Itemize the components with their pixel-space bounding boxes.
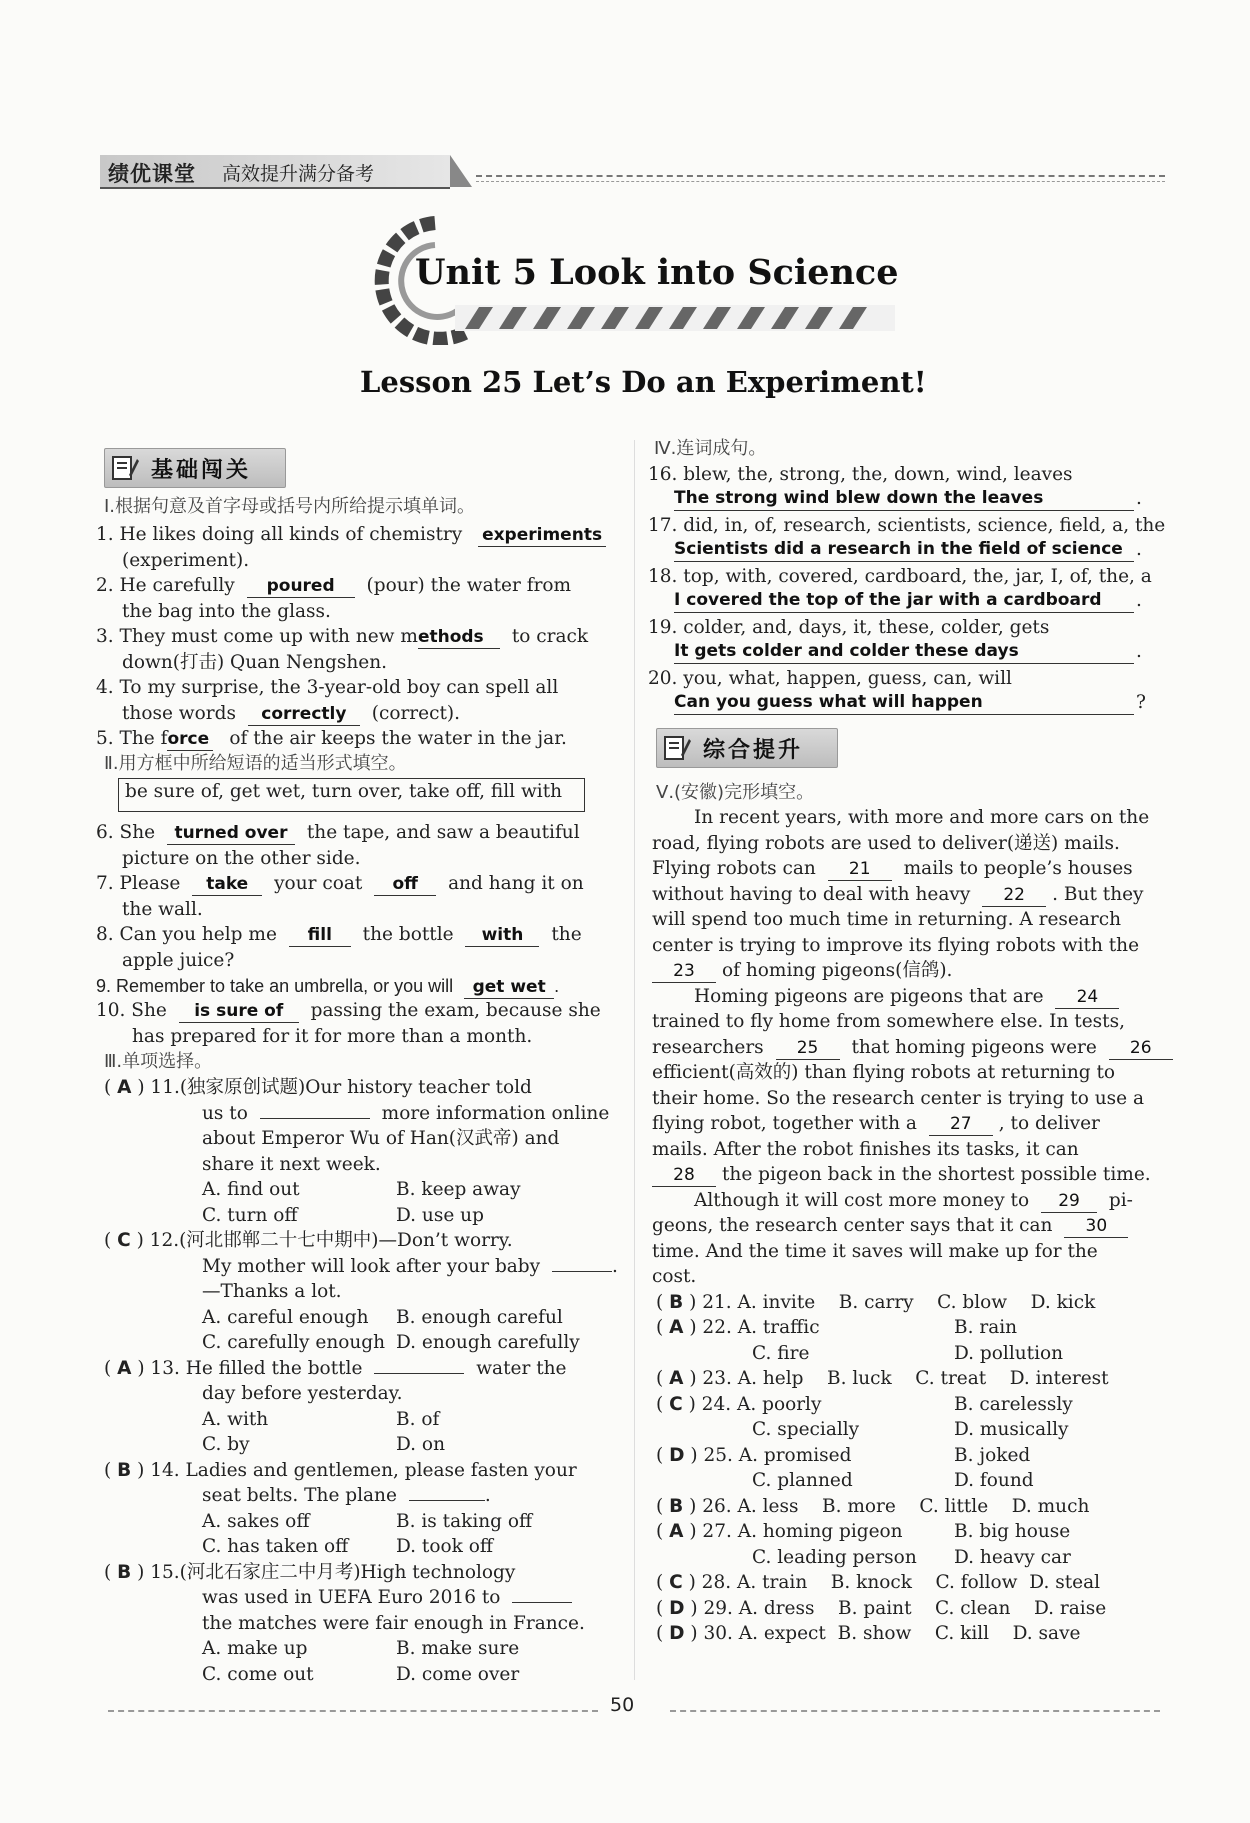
q5-line [96, 726, 567, 752]
q8-text: 8. Can you help me [96, 924, 277, 945]
q1-answer: experiments [478, 524, 606, 547]
q21-choice: B [669, 1292, 684, 1313]
q12-option-a: A. careful enough [202, 1307, 369, 1328]
q12-line-c: —Thanks a lot. [202, 1281, 342, 1302]
cloze-line-18: time. And the time it saves will make up for the [652, 1241, 1098, 1262]
unit-title: Unit 5 Look into Science [415, 252, 899, 293]
q23-choice: A [669, 1368, 684, 1389]
q12-option-c: C. carefully enough [202, 1332, 386, 1353]
q8-continued: apple juice? [122, 950, 235, 971]
q3-continued: down(打击) Quan Nengshen. [122, 652, 387, 673]
q7-answer-1: take [192, 873, 262, 896]
q6-continued: picture on the other side. [122, 848, 361, 869]
q13-text-b: water the [476, 1358, 567, 1379]
blank-23: 23 [652, 960, 716, 983]
cloze-q28: ( C ) 28. A. train B. knock C. follow D. steal [656, 1572, 1101, 1593]
q12-line-b [202, 1254, 618, 1280]
q2-continued: the bag into the glass. [122, 601, 331, 622]
q22-choice: A [669, 1317, 684, 1338]
q24-option-d: D. musically [954, 1419, 1069, 1440]
cloze-text: . But they [1052, 884, 1144, 905]
blank-28: 28 [652, 1164, 716, 1187]
q14-blank [409, 1500, 485, 1501]
q15-choice: B [117, 1562, 132, 1583]
cloze-text: researchers [652, 1037, 764, 1058]
q14-option-d: D. took off [396, 1536, 494, 1557]
q11-line-d: share it next week. [202, 1154, 381, 1175]
cloze-line-5: will spend too much time in returning. A research [652, 909, 1121, 930]
q10-answer: is sure of [179, 1000, 299, 1023]
q13-option-b: B. of [396, 1409, 440, 1430]
q6-answer: turned over [167, 822, 295, 845]
cloze-text: , to deliver [998, 1113, 1100, 1134]
q10-continued: has prepared for it for more than a month. [132, 1026, 533, 1047]
q17-words: 17. did, in, of, research, scientists, science, field, a, the [648, 515, 1166, 536]
q2-answer: poured [247, 575, 355, 598]
q7-text-b: your coat [274, 873, 363, 894]
q15-option-a: A. make up [202, 1638, 308, 1659]
q2-text: 2. He carefully [96, 575, 235, 596]
q20-answer: Can you guess what will happen [674, 690, 1134, 715]
blank-25: 25 [776, 1037, 840, 1060]
cloze-q25: ( D ) 25. A. promised [656, 1445, 852, 1466]
q24-choice: C [669, 1394, 683, 1415]
q3-text-b: to crack [511, 626, 589, 647]
q25-option-d: D. found [954, 1470, 1034, 1491]
q11-text: 11.(独家原创试题)Our history teacher told [150, 1077, 532, 1098]
q29-choice: D [669, 1598, 685, 1619]
blank-22: 22 [982, 884, 1046, 907]
header-rule [476, 175, 1165, 177]
cloze-q27: ( A ) 27. A. homing pigeon [656, 1521, 903, 1542]
q13-option-d: D. on [396, 1434, 445, 1455]
header-subtitle: 高效提升满分备考 [222, 163, 375, 185]
q11-option-d: D. use up [396, 1205, 484, 1226]
q25-choice: D [669, 1445, 685, 1466]
q23-options: 23. A. help B. luck C. treat D. interest [702, 1368, 1109, 1389]
blank-29: 29 [1041, 1190, 1097, 1213]
cloze-text: Flying robots can [652, 858, 816, 879]
q18-answer: I covered the top of the jar with a cardboard [674, 588, 1134, 613]
badge-basic [104, 448, 286, 488]
q13-blank [374, 1373, 464, 1374]
q5-text-b: of the air keeps the water in the jar. [229, 728, 567, 749]
cloze-text: geons, the research center says that it can [652, 1215, 1053, 1236]
badge-basic-label: 基础闯关 [151, 458, 252, 483]
blank-21: 21 [828, 858, 892, 881]
cloze-line-13 [652, 1111, 1100, 1137]
q14-line: ( B ) 14. Ladies and gentlemen, please fasten your [104, 1460, 577, 1481]
q9-answer: get wet [464, 976, 554, 999]
q27-option-a: 27. A. homing pigeon [702, 1521, 903, 1542]
q13-option-a: A. with [202, 1409, 269, 1430]
q15-option-d: D. come over [396, 1664, 520, 1685]
q8-answer-1: fill [289, 924, 351, 947]
blank-24: 24 [1055, 986, 1119, 1009]
q13-line-b: day before yesterday. [202, 1383, 403, 1404]
q12-line: ( C ) 12.(河北邯郸二十七中期中)—Don’t worry. [104, 1230, 513, 1251]
q7-line [96, 871, 584, 897]
header-band [100, 155, 450, 189]
q13-choice: A [117, 1358, 132, 1379]
q26-options: 26. A. less B. more C. little D. much [702, 1496, 1090, 1517]
q8-text-b: the bottle [362, 924, 454, 945]
cloze-line-14: mails. After the robot finishes its tasks, it can [652, 1139, 1079, 1160]
q19-answer: It gets colder and colder these days [674, 639, 1134, 664]
q11-choice: A [117, 1077, 132, 1098]
q15-line-b [202, 1585, 572, 1611]
cloze-line-7 [652, 958, 952, 984]
q14-option-c: C. has taken off [202, 1536, 349, 1557]
q2-text-b: (pour) the water from [366, 575, 572, 596]
q13-option-c: C. by [202, 1434, 250, 1455]
q19-words: 19. colder, and, days, it, these, colder, gets [648, 617, 1050, 638]
q24-option-c: C. specially [752, 1419, 860, 1440]
q9-period: . [554, 976, 560, 996]
q29-options: 29. A. dress B. paint C. clean D. raise [703, 1598, 1107, 1619]
cloze-line-19: cost. [652, 1266, 697, 1287]
phrase-list: be sure of, get wet, turn over, take off, fill with [125, 781, 563, 802]
cloze-text: mails to people’s houses [903, 858, 1133, 879]
q27-option-d: D. heavy car [954, 1547, 1071, 1568]
q9-text: 9. Remember to take an umbrella, or you will [96, 976, 454, 996]
q7-text: 7. Please [96, 873, 181, 894]
cloze-text: pi- [1108, 1190, 1133, 1211]
q14-choice: B [117, 1460, 132, 1481]
q19-period: . [1136, 641, 1142, 662]
cloze-line-2: road, flying robots are used to deliver(递送) mails. [652, 833, 1120, 854]
cloze-line-9: trained to fly home from somewhere else. In tests, [652, 1011, 1125, 1032]
q18-words: 18. top, with, covered, cardboard, the, jar, I, of, the, a [648, 566, 1152, 587]
blank-30: 30 [1064, 1215, 1128, 1238]
cloze-line-6: center is trying to improve its flying robots with the [652, 935, 1140, 956]
q1-hint: (experiment). [122, 550, 250, 571]
q15-blank [512, 1602, 572, 1603]
q17-answer: Scientists did a research in the field of science [674, 537, 1134, 562]
cloze-text: that homing pigeons were [851, 1037, 1097, 1058]
header-brand: 绩优课堂 [108, 162, 196, 186]
q15-text: 15.(河北石家庄二中月考)High technology [150, 1562, 516, 1583]
q14-text: 14. Ladies and gentlemen, please fasten your [150, 1460, 577, 1481]
cloze-q26: ( B ) 26. A. less B. more C. little D. much [656, 1496, 1090, 1517]
q14-line-b [202, 1483, 491, 1509]
q4-answer: correctly [248, 703, 360, 726]
q16-period: . [1136, 488, 1142, 509]
q5-text: 5. The f [96, 728, 168, 749]
cloze-text: without having to deal with heavy [652, 884, 971, 905]
q22-option-b: B. rain [954, 1317, 1018, 1338]
cloze-line-11: efficient(高效的) than flying robots at returning to [652, 1062, 1116, 1083]
cloze-text: Homing pigeons are pigeons that are [694, 986, 1044, 1007]
blank-26: 26 [1109, 1037, 1173, 1060]
section-2-title: Ⅱ.用方框中所给短语的适当形式填空。 [104, 753, 407, 774]
footer-rule-right [670, 1710, 1160, 1712]
q22-option-c: C. fire [752, 1343, 810, 1364]
q25-option-b: B. joked [954, 1445, 1031, 1466]
q27-choice: A [669, 1521, 684, 1542]
q11-line-b [202, 1101, 609, 1127]
q6-text: 6. She [96, 822, 156, 843]
section-3-title: Ⅲ.单项选择。 [104, 1051, 213, 1072]
q8-answer-2: with [465, 924, 539, 947]
q14-text-b: seat belts. The plane [202, 1485, 397, 1506]
q12-option-d: D. enough carefully [396, 1332, 580, 1353]
q1-text: 1. He likes doing all kinds of chemistry [96, 524, 463, 545]
q30-options: 30. A. expect B. show C. kill D. save [703, 1623, 1081, 1644]
q4-text: those words [122, 703, 236, 724]
q11-option-a: A. find out [202, 1179, 300, 1200]
q24-option-b: B. carelessly [954, 1394, 1073, 1415]
q16-words: 16. blew, the, strong, the, down, wind, leaves [648, 464, 1073, 485]
cloze-line-3 [652, 856, 1133, 882]
badge-advanced-label: 综合提升 [703, 738, 804, 763]
q11-option-b: B. keep away [396, 1179, 521, 1200]
q12-blank [552, 1271, 612, 1272]
q11-option-c: C. turn off [202, 1205, 298, 1226]
blank-27: 27 [929, 1113, 993, 1136]
section-4-title: Ⅳ.连词成句。 [654, 438, 767, 459]
unit-stripe-bar [455, 305, 895, 331]
cloze-q30: ( D ) 30. A. expect B. show C. kill D. save [656, 1623, 1081, 1644]
cloze-text: flying robot, together with a [652, 1113, 917, 1134]
q12-text-b: My mother will look after your baby [202, 1256, 541, 1277]
q15-line-c: the matches were fair enough in France. [202, 1613, 585, 1634]
q21-options: 21. A. invite B. carry C. blow D. kick [702, 1292, 1096, 1313]
q12-text: 12.(河北邯郸二十七中期中)—Don’t worry. [149, 1230, 513, 1251]
q8-line [96, 922, 582, 948]
footer-rule-left [108, 1710, 598, 1712]
column-divider [634, 440, 635, 1680]
cloze-line-17 [652, 1213, 1128, 1239]
q22-option-a: 22. A. traffic [702, 1317, 820, 1338]
q27-option-b: B. big house [954, 1521, 1071, 1542]
cloze-q24: ( C ) 24. A. poorly [656, 1394, 822, 1415]
header-triangle [450, 155, 472, 187]
q4-line: 4. To my surprise, the 3-year-old boy can spell all [96, 677, 559, 698]
q20-words: 20. you, what, happen, guess, can, will [648, 668, 1012, 689]
cloze-text: of homing pigeons(信鸽). [722, 960, 953, 981]
q3-line [96, 624, 588, 650]
cloze-q22: ( A ) 22. A. traffic [656, 1317, 820, 1338]
q25-option-a: 25. A. promised [703, 1445, 852, 1466]
q4-hint: (correct). [371, 703, 460, 724]
cloze-q23: ( A ) 23. A. help B. luck C. treat D. interest [656, 1368, 1109, 1389]
header-rule-thin [476, 181, 1165, 182]
q11-text-b: us to [202, 1103, 248, 1124]
q10-line [96, 998, 601, 1024]
cloze-q21: ( B ) 21. A. invite B. carry C. blow D. kick [656, 1292, 1096, 1313]
q7-text-c: and hang it on [448, 873, 584, 894]
q15-line: ( B ) 15.(河北石家庄二中月考)High technology [104, 1562, 516, 1583]
q14-option-a: A. sakes off [202, 1511, 310, 1532]
pencil-note-icon [663, 733, 691, 761]
cloze-text: the pigeon back in the shortest possible time. [722, 1164, 1151, 1185]
q1-line [96, 522, 606, 548]
q13-line: ( A ) 13. He filled the bottle water the [104, 1358, 567, 1379]
q12-period: . [612, 1256, 618, 1277]
q14-option-b: B. is taking off [396, 1511, 533, 1532]
q24-option-a: 24. A. poorly [701, 1394, 822, 1415]
cloze-text: Although it will cost more money to [694, 1190, 1030, 1211]
q11-line-c: about Emperor Wu of Han(汉武帝) and [202, 1128, 560, 1149]
q26-choice: B [669, 1496, 684, 1517]
pencil-note-icon [111, 453, 139, 481]
q9-line [96, 973, 559, 999]
page-number: 50 [610, 1694, 635, 1716]
q10-text: 10. She [96, 1000, 167, 1021]
q12-choice: C [117, 1230, 131, 1251]
q3-answer: ethods [418, 626, 500, 649]
q17-period: . [1136, 539, 1142, 560]
q15-text-b: was used in UEFA Euro 2016 to [202, 1587, 501, 1608]
q5-answer: orce [167, 728, 213, 751]
q2-line [96, 573, 571, 599]
q22-option-d: D. pollution [954, 1343, 1064, 1364]
q10-text-b: passing the exam, because she [310, 1000, 601, 1021]
q11-text-c: more information online [381, 1103, 610, 1124]
phrase-box [118, 778, 585, 812]
cloze-line-12: their home. So the research center is trying to use a [652, 1088, 1145, 1109]
badge-advanced [656, 728, 838, 768]
q30-choice: D [669, 1623, 685, 1644]
q11-line: ( A ) 11.(独家原创试题)Our history teacher told [104, 1077, 532, 1098]
q7-answer-2: off [374, 873, 436, 896]
q27-option-c: C. leading person [752, 1547, 917, 1568]
q14-period: . [484, 1485, 491, 1506]
q11-blank [260, 1118, 370, 1119]
q6-line [96, 820, 580, 846]
q28-choice: C [669, 1572, 683, 1593]
q20-qmark: ? [1136, 692, 1146, 713]
cloze-line-8 [694, 984, 1119, 1010]
cloze-line-16 [694, 1188, 1133, 1214]
cloze-line-1: In recent years, with more and more cars on the [694, 807, 1150, 828]
q28-options: 28. A. train B. knock C. follow D. steal [701, 1572, 1101, 1593]
section-1-title: Ⅰ.根据句意及首字母或括号内所给提示填单词。 [104, 496, 476, 517]
lesson-title: Lesson 25 Let’s Do an Experiment! [360, 365, 927, 399]
q13-text: 13. He filled the bottle [150, 1358, 363, 1379]
q4-line-b [122, 701, 460, 727]
q25-option-c: C. planned [752, 1470, 853, 1491]
q15-option-b: B. make sure [396, 1638, 520, 1659]
cloze-line-15 [652, 1162, 1151, 1188]
q8-text-c: the [551, 924, 582, 945]
q18-period: . [1136, 590, 1142, 611]
q15-option-c: C. come out [202, 1664, 314, 1685]
q12-option-b: B. enough careful [396, 1307, 563, 1328]
cloze-line-4 [652, 882, 1144, 908]
q7-continued: the wall. [122, 899, 203, 920]
cloze-line-10 [652, 1035, 1173, 1061]
cloze-q29: ( D ) 29. A. dress B. paint C. clean D. raise [656, 1598, 1107, 1619]
q6-text-b: the tape, and saw a beautiful [306, 822, 580, 843]
q16-answer: The strong wind blew down the leaves [674, 486, 1134, 511]
page-header [100, 155, 1165, 191]
section-5-title: Ⅴ.(安徽)完形填空。 [656, 782, 815, 803]
q3-text: 3. They must come up with new m [96, 626, 418, 647]
